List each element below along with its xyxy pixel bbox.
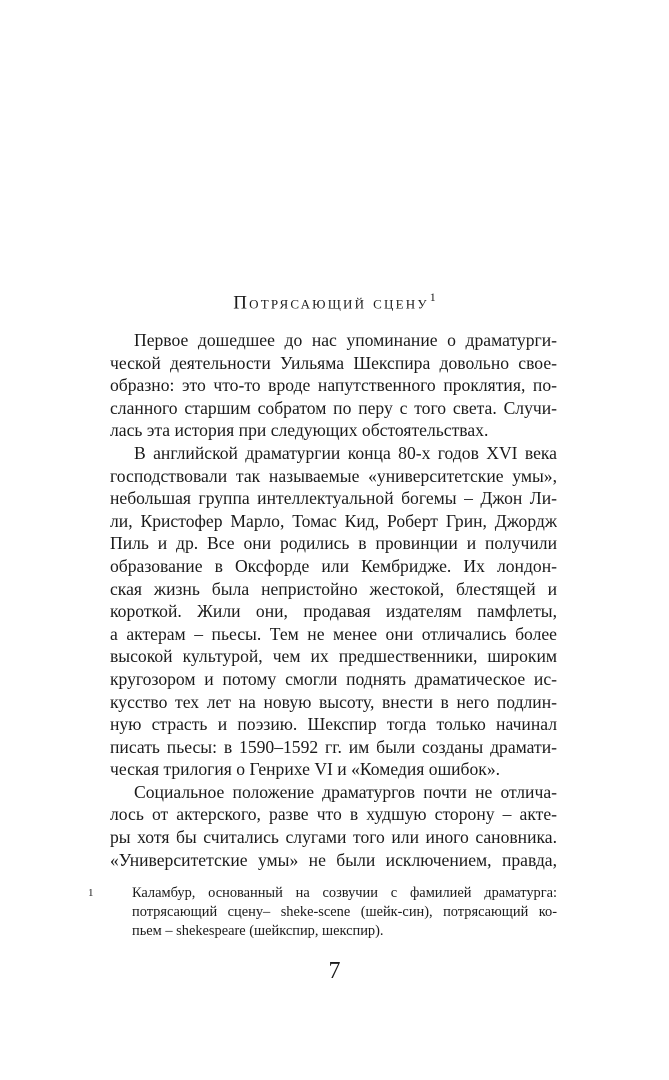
footnote-line: потрясающий сцену– sheke-scene (шейк-син), потрясающий ко- <box>132 904 557 920</box>
paragraph <box>110 442 557 781</box>
text-line: Социальное положение драматургов почти не отлича- <box>134 781 557 802</box>
footnote-number: 1 <box>88 887 94 899</box>
text-line: ческой деятельности Уильяма Шекспира довольно свое- <box>110 352 557 373</box>
footnote-line: Каламбур, основанный на созвучии с фамилией драматурга: <box>132 885 557 901</box>
chapter-title-text: Потрясающий сцену <box>233 292 429 314</box>
text-line: высокой культурой, чем их предшественники, широким <box>110 646 557 667</box>
paragraph <box>110 329 557 442</box>
text-line: писать пьесы: в 1590–1592 гг. им были созданы драмати- <box>110 736 557 757</box>
page-number: 7 <box>328 958 341 984</box>
text-line: кругозором и потому смогли поднять драматическое ис- <box>110 668 557 689</box>
text-line: лась эта история при следующих обстоятельствах. <box>110 420 489 441</box>
chapter-title <box>0 290 669 314</box>
text-line: ры хотя бы считались слугами того или иного сановника. <box>110 827 557 848</box>
footnote-reference[interactable]: 1 <box>429 290 436 304</box>
text-line: Пиль и др. Все они родились в провинции и получили <box>110 533 557 554</box>
text-line: кусство тех лет на новую высоту, внести в него подлин- <box>110 691 557 712</box>
footnote-line: пьем – shekespeare (шейкспир, шекспир). <box>132 923 384 939</box>
text-line: небольшая группа интеллектуальной богемы – Джон Ли- <box>110 488 557 509</box>
text-line: ческая трилогия о Генрихе VI и «Комедия ошибок». <box>110 759 501 780</box>
text-line: ли, Кристофер Марло, Томас Кид, Роберт Грин, Джордж <box>110 510 557 531</box>
text-line: «Университетские умы» не были исключением, правда, <box>110 849 557 870</box>
text-line: ную страсть и поэзию. Шекспир тогда только начинал <box>110 714 557 735</box>
text-line: образно: это что-то вроде напутственного проклятия, по- <box>110 375 557 396</box>
paragraph <box>110 781 557 871</box>
text-line: лось от актерского, разве что в худшую сторону – акте- <box>110 804 557 825</box>
text-line: В английской драматургии конца 80-х годов XVI века <box>134 442 557 463</box>
text-line: ская жизнь была непристойно жестокой, блестящей и <box>110 578 557 599</box>
text-line: а актерам – пьесы. Тем не менее они отличались более <box>110 623 557 644</box>
text-line: господствовали так называемые «университетские умы», <box>110 465 557 486</box>
text-line: Первое дошедшее до нас упоминание о драматурги- <box>134 330 557 350</box>
text-line: образование в Оксфорде или Кембридже. Их лондон- <box>110 555 557 576</box>
footnote <box>88 884 557 941</box>
text-line: сланного старшим собратом по перу с того света. Случи- <box>110 397 557 418</box>
body-text <box>110 329 557 871</box>
text-line: короткой. Жили они, продавая издателям памфлеты, <box>110 601 557 622</box>
